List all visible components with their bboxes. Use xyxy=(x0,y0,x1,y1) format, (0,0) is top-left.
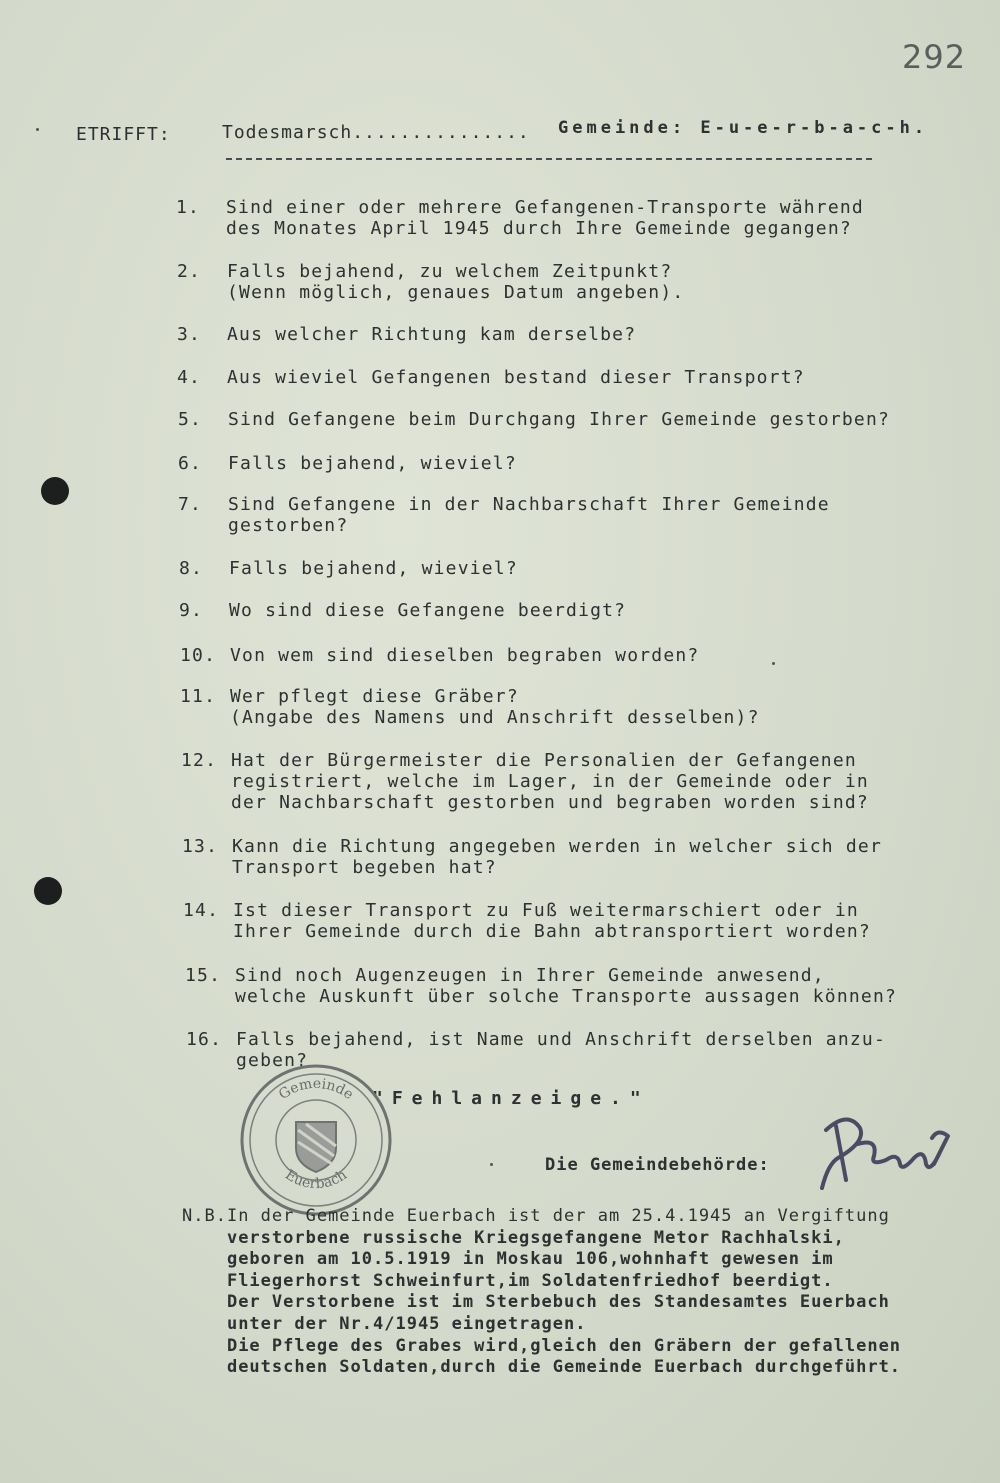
punch-hole xyxy=(34,877,62,905)
note-line: In der Gemeinde Euerbach ist der am 25.4.1945 an Vergiftung xyxy=(226,1206,890,1226)
question-text: Sind Gefangene beim Durchgang Ihrer Gemeinde gestorben? xyxy=(228,409,891,430)
question-text: Wo sind diese Gefangene beerdigt? xyxy=(229,600,627,621)
question-text: Ist dieser Transport zu Fuß weitermarschiert oder in Ihrer Gemeinde durch die Bahn abtransportiert worden? xyxy=(233,900,871,942)
question-text: Von wem sind dieselben begraben worden? xyxy=(230,645,700,666)
page-number: 292 xyxy=(902,38,967,76)
question-number: 10. xyxy=(180,645,217,666)
question-number: 15. xyxy=(185,965,222,986)
question-text: Aus welcher Richtung kam derselbe? xyxy=(227,324,637,345)
question-number: 11. xyxy=(180,686,217,707)
question-text: Kann die Richtung angegeben werden in welcher sich der Transport begeben hat? xyxy=(232,836,882,878)
stamp-top-text: Gemeinde xyxy=(276,1075,357,1104)
note-line: Die Pflege des Grabes wird,gleich den Gräbern der gefallenen xyxy=(226,1335,902,1356)
stamp-bottom-text: Euerbach xyxy=(282,1166,351,1193)
question-number: 14. xyxy=(183,900,220,921)
question-text: Sind Gefangene in der Nachbarschaft Ihrer Gemeinde gestorben? xyxy=(228,494,830,536)
note-block xyxy=(182,1206,901,1379)
header-rule xyxy=(226,158,872,160)
question-number: 13. xyxy=(182,836,219,857)
question-number: 8. xyxy=(179,558,204,579)
note-line: deutschen Soldaten,durch die Gemeinde Euerbach durchgeführt. xyxy=(226,1357,902,1378)
question-text: Falls bejahend, wieviel? xyxy=(228,453,517,474)
question-number: 7. xyxy=(178,494,203,515)
question-number: 3. xyxy=(177,324,202,345)
question-text: Hat der Bürgermeister die Personalien der Gefangenen registriert, welche im Lager, in der Gemeinde oder in der Nachbarschaft gestorben und begraben worden sind? xyxy=(231,750,869,813)
note-line: unter der Nr.4/1945 eingetragen. xyxy=(226,1313,587,1334)
question-number: 9. xyxy=(179,600,204,621)
question-number: 1. xyxy=(176,197,201,218)
question-number: 6. xyxy=(178,453,203,474)
question-number: 4. xyxy=(177,367,202,388)
question-text: Wer pflegt diese Gräber? (Angabe des Namens und Anschrift desselben)? xyxy=(230,686,760,728)
question-text: Falls bejahend, wieviel? xyxy=(229,558,518,579)
question-number: 12. xyxy=(181,750,218,771)
subject-topic: Todesmarsch............... xyxy=(222,122,530,143)
question-number: 5. xyxy=(178,409,203,430)
authority-label: Die Gemeindebehörde: xyxy=(545,1155,770,1175)
question-text: Falls bejahend, zu welchem Zeitpunkt? (Wenn möglich, genaues Datum angeben). xyxy=(227,261,685,303)
question-number: 16. xyxy=(186,1029,223,1050)
speck xyxy=(772,662,775,665)
answer-fehlanzeige: "Fehlanzeige." xyxy=(372,1088,650,1109)
punch-hole xyxy=(41,477,69,505)
handwritten-signature xyxy=(808,1108,958,1198)
betrifft-label: ETRIFFT: xyxy=(76,124,171,145)
question-text: Sind noch Augenzeugen in Ihrer Gemeinde anwesend, welche Auskunft über solche Transporte aussagen können? xyxy=(235,965,898,1007)
question-text: Sind einer oder mehrere Gefangenen-Transporte während des Monates April 1945 durch Ihre Gemeinde gegangen? xyxy=(226,197,864,239)
note-line: Der Verstorbene ist im Sterbebuch des Standesamtes Euerbach xyxy=(226,1292,890,1313)
speck xyxy=(490,1163,493,1166)
speck xyxy=(36,128,39,131)
note-line: verstorbene russische Kriegsgefangene Metor Rachhalski, xyxy=(226,1227,845,1248)
note-line: geboren am 10.5.1919 in Moskau 106,wohnhaft gewesen im xyxy=(226,1249,834,1270)
note-line: Fliegerhorst Schweinfurt,im Soldatenfriedhof beerdigt. xyxy=(226,1270,834,1291)
note-prefix: N.B. xyxy=(182,1206,227,1226)
municipal-seal-stamp xyxy=(236,1060,396,1220)
question-text: Falls bejahend, ist Name und Anschrift derselben anzu- geben? xyxy=(236,1029,886,1071)
question-text: Aus wieviel Gefangenen bestand dieser Transport? xyxy=(227,367,805,388)
municipality-name: Gemeinde: E-u-e-r-b-a-c-h. xyxy=(558,118,929,138)
question-number: 2. xyxy=(177,261,202,282)
